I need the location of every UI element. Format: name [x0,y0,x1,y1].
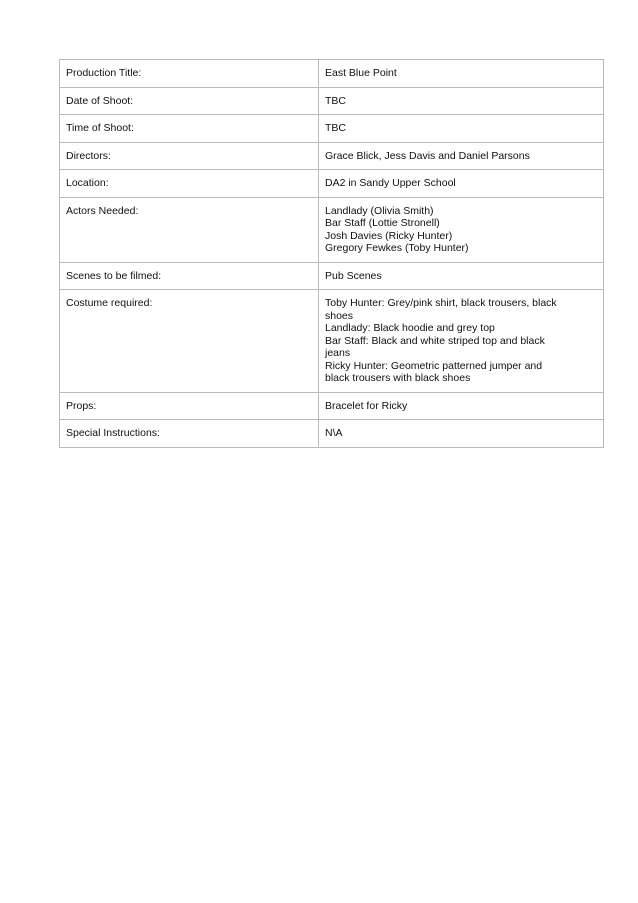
costume-required-value-line: black trousers with black shoes [325,372,471,384]
production-info-table-body [60,60,604,448]
table-row-location [60,170,604,198]
costume-required-value-line: jeans [325,347,351,359]
table-row-scenes-to-be-filmed [60,262,604,290]
props-value [319,392,604,420]
scenes-to-be-filmed-value-line: Pub Scenes [325,269,382,282]
production-title-label: Production Title: [60,60,319,88]
production-title-value-line: East Blue Point [325,67,397,79]
directors-value [319,142,604,170]
table-row-special-instructions [60,420,604,448]
table-row-costume-required [60,290,604,393]
table-row-time-of-shoot [60,115,604,143]
date-of-shoot-value-line: TBC [325,94,346,107]
table-row-date-of-shoot [60,87,604,115]
date-of-shoot-label: Date of Shoot: [60,87,319,115]
location-value [319,170,604,198]
time-of-shoot-value-line: TBC [325,122,346,134]
time-of-shoot-value [319,115,604,143]
table-row-directors [60,142,604,170]
location-label: Location: [60,170,319,198]
special-instructions-value [319,420,604,448]
scenes-to-be-filmed-label: Scenes to be filmed: [60,262,319,290]
directors-value-line: Grace Blick, Jess Davis and Daniel Parsons [325,149,530,162]
document-page [59,59,577,448]
costume-required-value [319,290,604,393]
costume-required-value-line: Toby Hunter: Grey/pink shirt, black trousers, black [325,297,557,309]
costume-required-value-line: Landlady: Black hoodie and grey top [325,322,495,334]
location-value-line: DA2 in Sandy Upper School [325,177,456,189]
actors-needed-label: Actors Needed: [60,197,319,262]
production-info-table [59,59,604,448]
costume-required-label: Costume required: [60,290,319,393]
actors-needed-value-line: Josh Davies (Ricky Hunter) [325,229,453,242]
scenes-to-be-filmed-value [319,262,604,290]
table-row-production-title [60,60,604,88]
table-row-props [60,392,604,420]
costume-required-value-line: Ricky Hunter: Geometric patterned jumper and [325,359,543,372]
costume-required-value-line: shoes [325,309,354,322]
actors-needed-value-line: Landlady (Olivia Smith) [325,204,434,217]
costume-required-value-line: Bar Staff: Black and white striped top and black [325,334,545,347]
date-of-shoot-value [319,87,604,115]
actors-needed-value-line: Gregory Fewkes (Toby Hunter) [325,242,469,254]
special-instructions-label: Special Instructions: [60,420,319,448]
actors-needed-value [319,197,604,262]
table-row-actors-needed [60,197,604,262]
directors-label: Directors: [60,142,319,170]
actors-needed-value-line: Bar Staff (Lottie Stronell) [325,217,440,229]
time-of-shoot-label: Time of Shoot: [60,115,319,143]
props-value-line: Bracelet for Ricky [325,399,408,412]
props-label: Props: [60,392,319,420]
production-title-value [319,60,604,88]
special-instructions-value-line: N\A [325,427,343,439]
